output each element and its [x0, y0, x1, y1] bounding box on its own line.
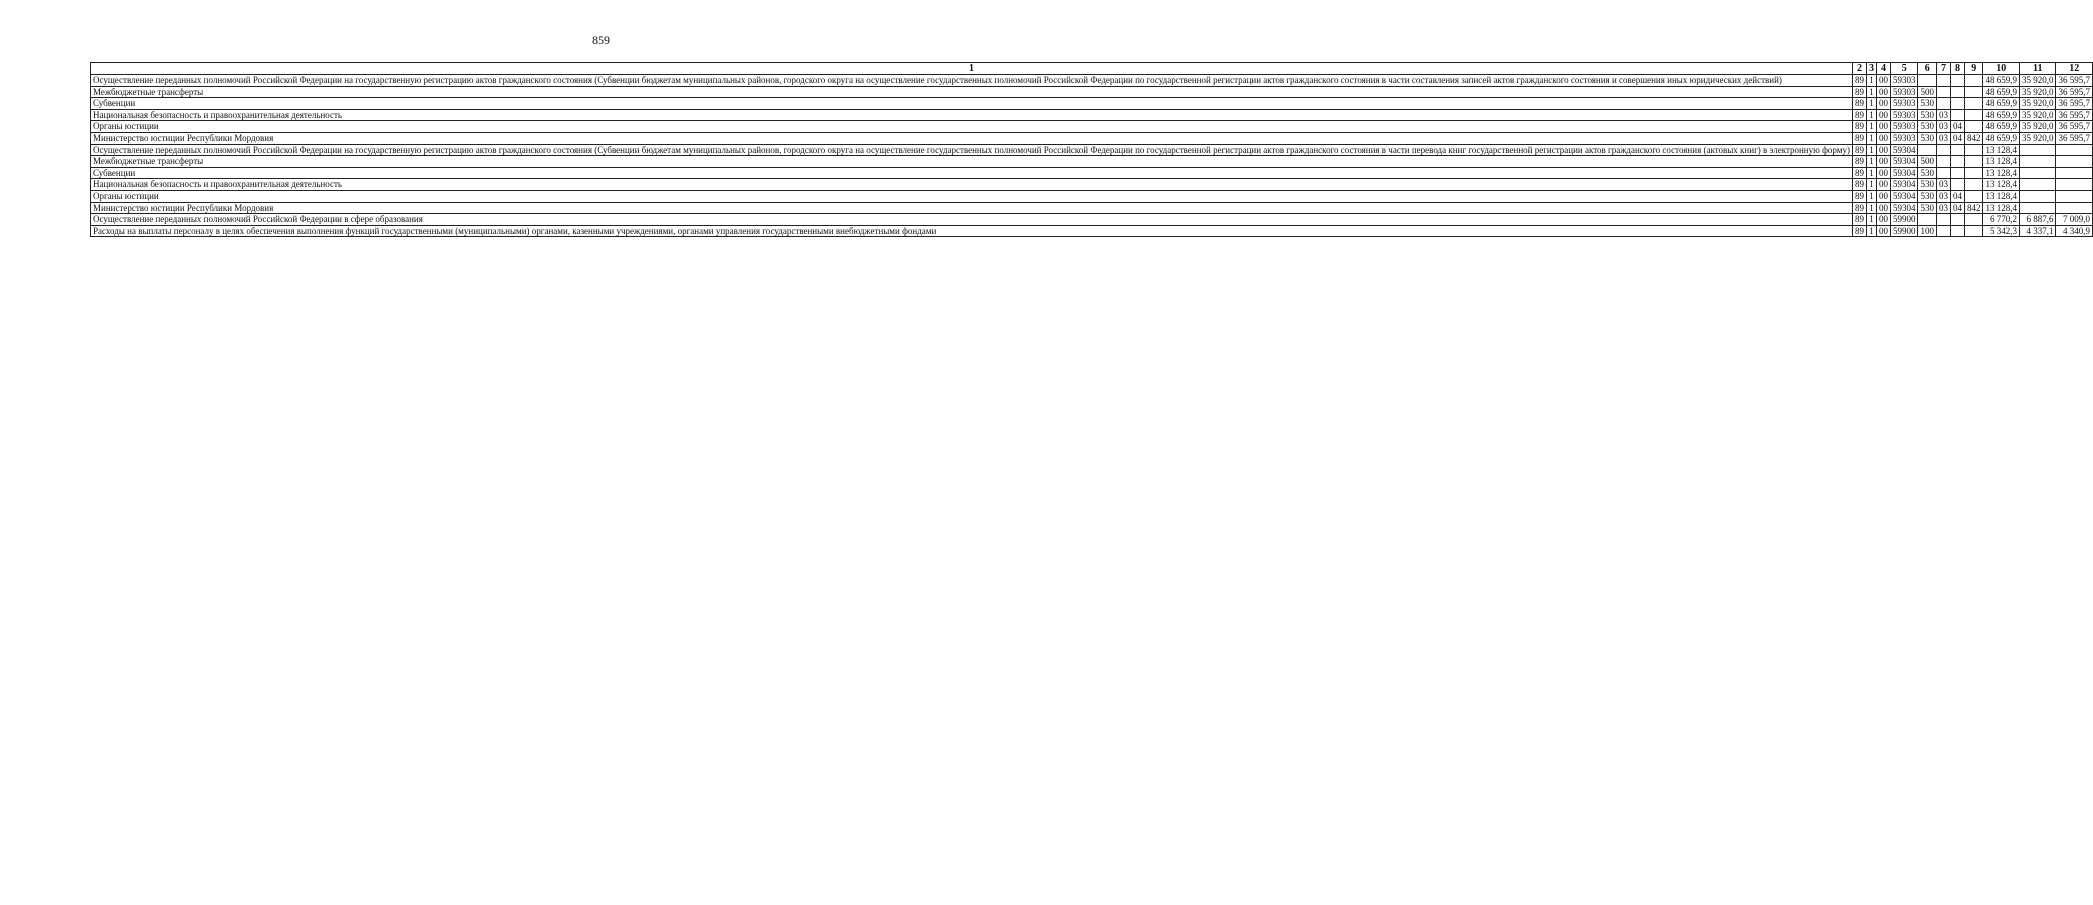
cell: 03 [1936, 190, 1950, 202]
cell: 00 [1876, 202, 1890, 214]
cell [1964, 98, 1983, 110]
table-row [91, 109, 2093, 121]
cell-amount: 35 920,0 [2019, 98, 2056, 110]
table-row [91, 179, 2093, 191]
table-row [91, 225, 2093, 237]
row-name: Министерство юстиции Республики Мордовия [91, 132, 1853, 144]
cell: 03 [1936, 202, 1950, 214]
cell: 89 [1852, 167, 1866, 179]
cell: 59303 [1890, 109, 1918, 121]
cell: 89 [1852, 144, 1866, 156]
cell [1950, 179, 1964, 191]
cell-amount: 36 595,7 [2056, 121, 2093, 133]
table-row [91, 121, 2093, 133]
cell: 89 [1852, 214, 1866, 226]
column-header: 2 [1852, 63, 1866, 75]
cell: 00 [1876, 190, 1890, 202]
cell: 59303 [1890, 121, 1918, 133]
cell [1964, 144, 1983, 156]
cell-amount: 35 920,0 [2019, 86, 2056, 98]
cell [1950, 156, 1964, 168]
cell: 59303 [1890, 98, 1918, 110]
cell: 00 [1876, 225, 1890, 237]
cell: 00 [1876, 86, 1890, 98]
cell: 89 [1852, 190, 1866, 202]
row-name: Субвенции [91, 98, 1853, 110]
cell-amount: 13 128,4 [1983, 167, 2020, 179]
cell: 04 [1950, 121, 1964, 133]
column-header: 4 [1876, 63, 1890, 75]
row-name: Субвенции [91, 167, 1853, 179]
cell: 89 [1852, 202, 1866, 214]
cell-amount: 36 595,7 [2056, 132, 2093, 144]
cell [1936, 75, 1950, 87]
cell: 03 [1936, 132, 1950, 144]
cell-amount: 36 595,7 [2056, 86, 2093, 98]
cell [1950, 167, 1964, 179]
cell: 03 [1936, 109, 1950, 121]
cell: 1 [1866, 109, 1876, 121]
row-name: Межбюджетные трансферты [91, 86, 1853, 98]
cell: 59303 [1890, 132, 1918, 144]
row-name: Министерство юстиции Республики Мордовия [91, 202, 1853, 214]
column-header: 10 [1983, 63, 2020, 75]
cell-amount: 48 659,9 [1983, 98, 2020, 110]
column-header: 3 [1866, 63, 1876, 75]
row-name: Органы юстиции [91, 121, 1853, 133]
cell: 530 [1918, 179, 1937, 191]
cell-amount: 7 009,0 [2056, 214, 2093, 226]
cell-amount: 35 920,0 [2019, 132, 2056, 144]
table-row [91, 98, 2093, 110]
cell: 04 [1950, 202, 1964, 214]
table-row [91, 167, 2093, 179]
row-name: Национальная безопасность и правоохранительная деятельность [91, 109, 1853, 121]
cell: 530 [1918, 109, 1937, 121]
cell-amount: 48 659,9 [1983, 109, 2020, 121]
cell: 00 [1876, 179, 1890, 191]
cell: 1 [1866, 98, 1876, 110]
cell [1964, 156, 1983, 168]
cell [1964, 190, 1983, 202]
row-name: Национальная безопасность и правоохранительная деятельность [91, 179, 1853, 191]
cell [1950, 144, 1964, 156]
cell: 03 [1936, 179, 1950, 191]
column-header: 12 [2056, 63, 2093, 75]
cell [1936, 225, 1950, 237]
cell: 59304 [1890, 190, 1918, 202]
cell: 00 [1876, 121, 1890, 133]
cell: 89 [1852, 132, 1866, 144]
cell: 59304 [1890, 179, 1918, 191]
cell [1936, 156, 1950, 168]
cell: 59304 [1890, 202, 1918, 214]
cell-amount: 48 659,9 [1983, 86, 2020, 98]
table-row [91, 86, 2093, 98]
cell: 1 [1866, 121, 1876, 133]
cell: 89 [1852, 98, 1866, 110]
cell-amount: 13 128,4 [1983, 179, 2020, 191]
cell: 1 [1866, 179, 1876, 191]
cell [1936, 214, 1950, 226]
cell: 89 [1852, 109, 1866, 121]
cell: 1 [1866, 86, 1876, 98]
cell: 1 [1866, 132, 1876, 144]
table-row [91, 144, 2093, 156]
cell: 842 [1964, 132, 1983, 144]
cell-amount [2056, 202, 2093, 214]
budget-table [90, 62, 2093, 237]
cell: 00 [1876, 156, 1890, 168]
cell [1918, 75, 1937, 87]
cell-amount: 4 337,1 [2019, 225, 2056, 237]
cell: 00 [1876, 214, 1890, 226]
cell-amount [2056, 144, 2093, 156]
cell: 1 [1866, 156, 1876, 168]
cell: 59900 [1890, 214, 1918, 226]
cell-amount: 48 659,9 [1983, 121, 2020, 133]
cell: 530 [1918, 167, 1937, 179]
cell: 530 [1918, 132, 1937, 144]
row-name: Осуществление переданных полномочий Российской Федерации на государственную регистрацию актов гражданского состояния (Субвенции бюджетам муниципальных районов, городского округа на осуществление государственных полномочий Российской Федерации по государственной регистрации актов гражданского состояния в части составления записей актов гражданского состояния и совершения иных юридических действий) [91, 75, 1853, 87]
cell [1936, 86, 1950, 98]
cell: 1 [1866, 75, 1876, 87]
cell: 04 [1950, 190, 1964, 202]
column-header: 1 [91, 63, 1853, 75]
cell-amount: 5 342,3 [1983, 225, 2020, 237]
cell [1936, 144, 1950, 156]
cell: 00 [1876, 132, 1890, 144]
cell: 59900 [1890, 225, 1918, 237]
cell [1964, 179, 1983, 191]
cell-amount [2019, 190, 2056, 202]
cell: 59304 [1890, 144, 1918, 156]
table-row [91, 202, 2093, 214]
cell: 03 [1936, 121, 1950, 133]
cell [1964, 75, 1983, 87]
cell-amount: 13 128,4 [1983, 202, 2020, 214]
cell [1964, 225, 1983, 237]
cell-amount [2019, 202, 2056, 214]
column-header: 7 [1936, 63, 1950, 75]
header-row [91, 63, 2093, 75]
cell [1950, 86, 1964, 98]
cell-amount [2019, 156, 2056, 168]
cell [1950, 98, 1964, 110]
cell-amount: 6 770,2 [1983, 214, 2020, 226]
column-header: 11 [2019, 63, 2056, 75]
row-name: Межбюджетные трансферты [91, 156, 1853, 168]
cell [1950, 109, 1964, 121]
row-name: Осуществление переданных полномочий Российской Федерации на государственную регистрацию актов гражданского состояния (Субвенции бюджетам муниципальных районов, городского округа на осуществление государственных полномочий Российской Федерации по государственной регистрации актов гражданского состояния в части перевода книг государственной регистрации актов гражданского состояния (актовых книг) в электронную форму) [91, 144, 1853, 156]
row-name: Органы юстиции [91, 190, 1853, 202]
cell: 59303 [1890, 75, 1918, 87]
cell-amount [2056, 167, 2093, 179]
column-header: 8 [1950, 63, 1964, 75]
table-row [91, 190, 2093, 202]
cell-amount [2056, 179, 2093, 191]
cell: 04 [1950, 132, 1964, 144]
cell: 00 [1876, 98, 1890, 110]
cell: 89 [1852, 86, 1866, 98]
cell: 89 [1852, 121, 1866, 133]
cell [1950, 214, 1964, 226]
cell [1918, 214, 1937, 226]
row-name: Расходы на выплаты персоналу в целях обеспечения выполнения функций государственными (муниципальными) органами, казенными учреждениями, органами управления государственными внебюджетными фондами [91, 225, 1853, 237]
cell-amount: 35 920,0 [2019, 75, 2056, 87]
cell-amount [2019, 167, 2056, 179]
cell: 500 [1918, 156, 1937, 168]
table-row [91, 156, 2093, 168]
cell-amount: 36 595,7 [2056, 109, 2093, 121]
cell-amount: 48 659,9 [1983, 132, 2020, 144]
cell: 1 [1866, 144, 1876, 156]
cell [1950, 75, 1964, 87]
cell-amount: 13 128,4 [1983, 190, 2020, 202]
cell-amount: 36 595,7 [2056, 98, 2093, 110]
cell [1964, 121, 1983, 133]
cell: 00 [1876, 109, 1890, 121]
cell: 530 [1918, 202, 1937, 214]
cell-amount [2019, 144, 2056, 156]
cell: 1 [1866, 225, 1876, 237]
cell: 1 [1866, 214, 1876, 226]
cell: 00 [1876, 75, 1890, 87]
cell: 89 [1852, 179, 1866, 191]
cell-amount: 36 595,7 [2056, 75, 2093, 87]
cell-amount: 13 128,4 [1983, 156, 2020, 168]
cell-amount [2019, 179, 2056, 191]
cell: 89 [1852, 75, 1866, 87]
cell: 530 [1918, 98, 1937, 110]
cell: 59304 [1890, 167, 1918, 179]
cell-amount: 4 340,9 [2056, 225, 2093, 237]
table-row [91, 75, 2093, 87]
cell [1936, 98, 1950, 110]
cell-amount: 35 920,0 [2019, 121, 2056, 133]
cell: 500 [1918, 86, 1937, 98]
cell-amount: 35 920,0 [2019, 109, 2056, 121]
table-row [91, 214, 2093, 226]
cell: 00 [1876, 144, 1890, 156]
cell-amount: 48 659,9 [1983, 75, 2020, 87]
cell [1950, 225, 1964, 237]
cell-amount: 6 887,6 [2019, 214, 2056, 226]
cell: 100 [1918, 225, 1937, 237]
cell-amount: 13 128,4 [1983, 144, 2020, 156]
cell [1936, 167, 1950, 179]
cell-amount [2056, 190, 2093, 202]
cell: 1 [1866, 190, 1876, 202]
cell: 530 [1918, 190, 1937, 202]
table-row [91, 132, 2093, 144]
cell: 1 [1866, 167, 1876, 179]
page-number: 859 [592, 33, 610, 47]
cell [1964, 109, 1983, 121]
cell [1964, 167, 1983, 179]
cell [1964, 214, 1983, 226]
row-name: Осуществление переданных полномочий Российской Федерации в сфере образования [91, 214, 1853, 226]
cell: 842 [1964, 202, 1983, 214]
cell-amount [2056, 156, 2093, 168]
cell [1964, 86, 1983, 98]
cell: 00 [1876, 167, 1890, 179]
cell: 1 [1866, 202, 1876, 214]
column-header: 9 [1964, 63, 1983, 75]
cell [1918, 144, 1937, 156]
cell: 89 [1852, 156, 1866, 168]
column-header: 6 [1918, 63, 1937, 75]
column-header: 5 [1890, 63, 1918, 75]
cell: 59304 [1890, 156, 1918, 168]
cell: 59303 [1890, 86, 1918, 98]
cell: 89 [1852, 225, 1866, 237]
cell: 530 [1918, 121, 1937, 133]
